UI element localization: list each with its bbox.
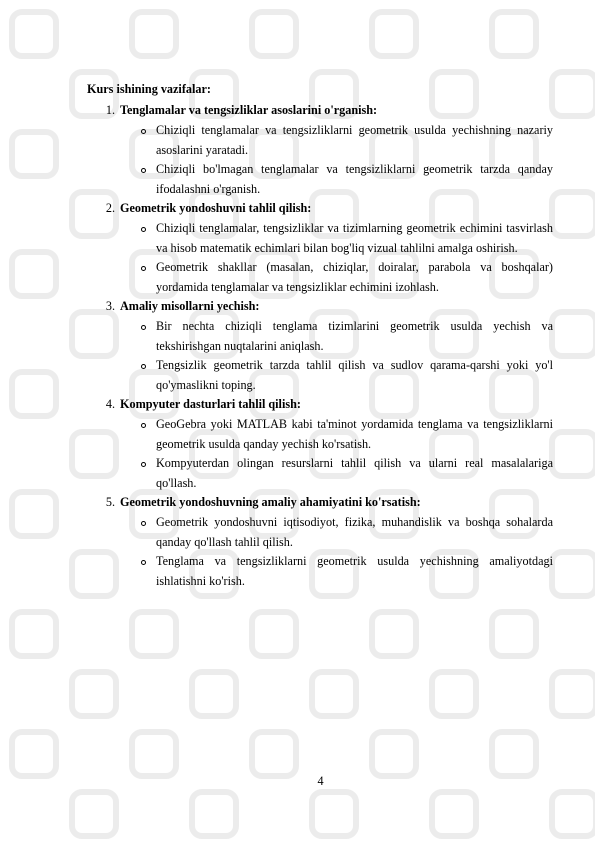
subtask-list bbox=[120, 415, 553, 493]
subtask-text: Kompyuterdan olingan resurslarni tahlil qilish va ularni real masalalariga qo'llash. bbox=[156, 456, 553, 490]
subtask-list bbox=[120, 513, 553, 591]
subtask-item bbox=[120, 513, 553, 552]
subtask-text: Chiziqli bo'lmagan tenglamalar va tengsizliklarni geometrik tarzda qanday ifodalashni o'rganish. bbox=[156, 162, 553, 196]
task-item bbox=[87, 297, 553, 395]
task-title: Tenglamalar va tengsizliklar asoslarini o'rganish: bbox=[120, 103, 378, 117]
subtask-item bbox=[120, 552, 553, 591]
subtask-text: Geometrik yondoshuvni iqtisodiyot, fizika, muhandislik va boshqa sohalarda qanday qo'llash tahlil qilish. bbox=[156, 515, 553, 549]
subtask-text: Tenglama va tengsizliklarni geometrik usulda yechishning amaliyotdagi ishlatishni ko'rish. bbox=[156, 554, 553, 588]
subtask-text: Chiziqli tenglamalar va tengsizliklarni geometrik usulda yechishning nazariy asoslarini yaratadi. bbox=[156, 123, 553, 157]
task-title-row bbox=[105, 101, 553, 121]
subtask-text: Bir nechta chiziqli tenglama tizimlarini geometrik usulda yechish va tekshirishgan nuqtalarini aniqlash. bbox=[156, 319, 553, 353]
circle-bullet-icon bbox=[141, 129, 146, 134]
subtask-item bbox=[120, 258, 553, 297]
task-number: 5 . bbox=[87, 493, 115, 513]
task-title: Kompyuter dasturlari tahlil qilish: bbox=[120, 397, 301, 411]
main-content bbox=[87, 80, 553, 591]
task-title: Amaliy misollarni yechish: bbox=[120, 299, 260, 313]
subtask-list bbox=[120, 121, 553, 199]
task-number: 2 . bbox=[87, 199, 115, 219]
task-item bbox=[87, 493, 553, 591]
circle-bullet-icon bbox=[141, 227, 146, 232]
subtask-list bbox=[120, 219, 553, 297]
task-list bbox=[87, 101, 553, 591]
task-number: 1 . bbox=[87, 101, 115, 121]
task-item bbox=[87, 101, 553, 199]
circle-bullet-icon bbox=[141, 364, 146, 369]
circle-bullet-icon bbox=[141, 462, 146, 467]
task-title-row bbox=[105, 493, 553, 513]
task-title-row bbox=[105, 297, 553, 317]
task-number: 3 . bbox=[87, 297, 115, 317]
subtask-text: Tengsizlik geometrik tarzda tahlil qilish va sudlov qarama-qarshi yoki yo'l qo'ymaslikni toping. bbox=[156, 358, 553, 392]
subtask-text: Geometrik shakllar (masalan, chiziqlar, doiralar, parabola va boshqalar) yordamida tenglamalar va tengsizliklar echimini izohlash. bbox=[156, 260, 553, 294]
task-title: Geometrik yondoshuvning amaliy ahamiyatini ko'rsatish: bbox=[120, 495, 421, 509]
task-item bbox=[87, 199, 553, 297]
task-title-row bbox=[105, 199, 553, 219]
circle-bullet-icon bbox=[141, 168, 146, 173]
circle-bullet-icon bbox=[141, 423, 146, 428]
circle-bullet-icon bbox=[141, 325, 146, 330]
task-number: 4 . bbox=[87, 395, 115, 415]
subtask-list bbox=[120, 317, 553, 395]
subtask-text: Chiziqli tenglamalar, tengsizliklar va tizimlarning geometrik echimini tasvirlash va hisob matematik echimlari bilan bog'liq vizual tahlilni amalga oshirish. bbox=[156, 221, 553, 255]
subtask-item bbox=[120, 356, 553, 395]
subtask-item bbox=[120, 317, 553, 356]
circle-bullet-icon bbox=[141, 521, 146, 526]
subtask-item bbox=[120, 219, 553, 258]
subtask-item bbox=[120, 160, 553, 199]
task-title-row bbox=[105, 395, 553, 415]
circle-bullet-icon bbox=[141, 560, 146, 565]
task-item bbox=[87, 395, 553, 493]
subtask-text: GeoGebra yoki MATLAB kabi ta'minot yordamida tenglama va tengsizliklarni geometrik usulda qanday yechish ko'rsatish. bbox=[156, 417, 553, 451]
subtask-item bbox=[120, 454, 553, 493]
circle-bullet-icon bbox=[141, 266, 146, 271]
section-heading: Kurs ishining vazifalar: bbox=[87, 82, 211, 96]
subtask-item bbox=[120, 121, 553, 160]
subtask-item bbox=[120, 415, 553, 454]
page-number: 4 bbox=[317, 774, 324, 788]
task-title: Geometrik yondoshuvni tahlil qilish: bbox=[120, 201, 312, 215]
